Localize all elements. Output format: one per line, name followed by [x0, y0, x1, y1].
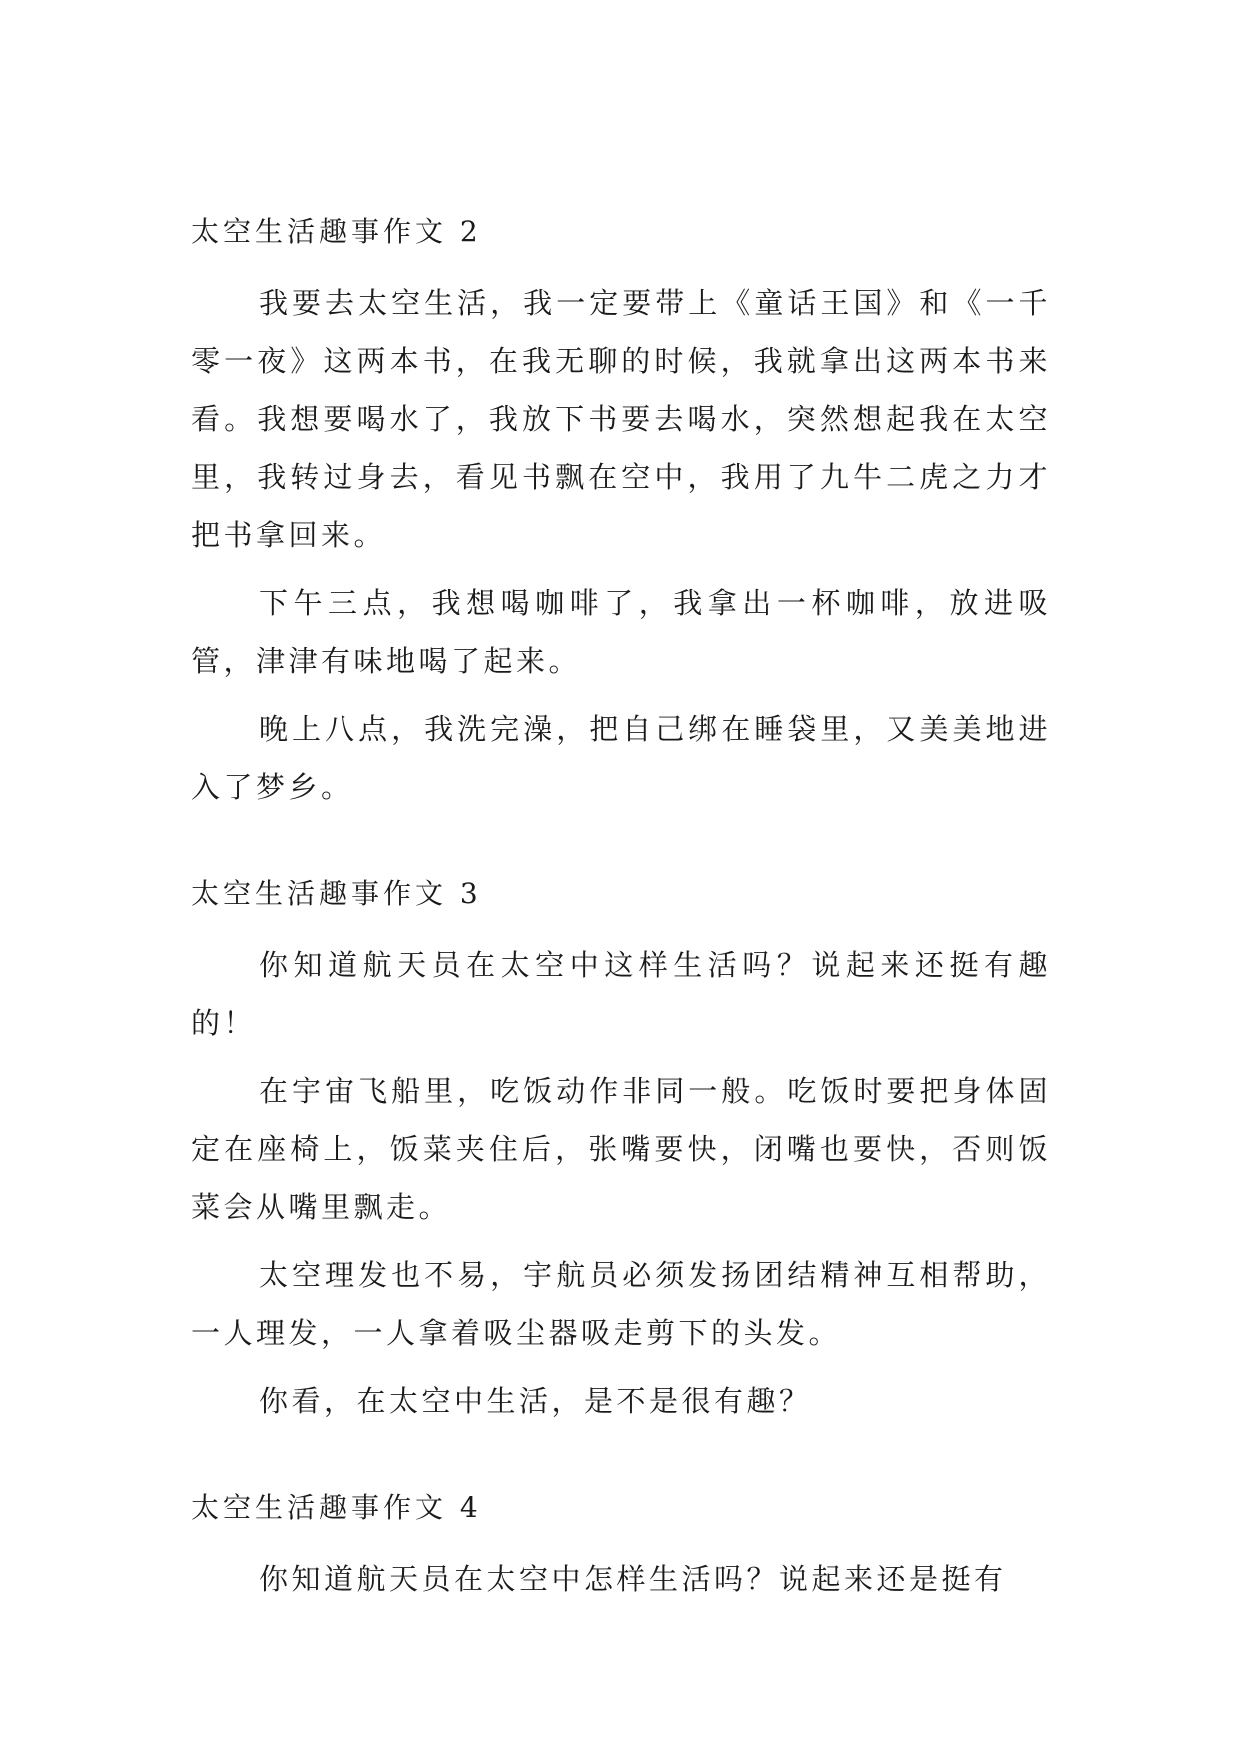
paragraph: 在宇宙飞船里，吃饭动作非同一般。吃饭时要把身体固定在座椅上，饭菜夹住后，张嘴要快，闭嘴也要快，否则饭菜会从嘴里飘走。 [191, 1074, 1051, 1224]
paragraph: 你看，在太空中生活，是不是很有趣？ [259, 1384, 812, 1418]
section-title: 太空生活趣事作文 3 [191, 877, 482, 910]
paragraph: 太空理发也不易，宇航员必须发扬团结精神互相帮助，一人理发，一人拿着吸尘器吸走剪下的头发。 [191, 1258, 1051, 1350]
paragraph: 我要去太空生活，我一定要带上《童话王国》和《一千零一夜》这两本书，在我无聊的时候，我就拿出这两本书来看。我想要喝水了，我放下书要去喝水，突然想起我在太空里，我转过身去，看见书飘在空中，我用了九牛二虎之力才把书拿回来。 [191, 286, 1051, 552]
essay-section-2 [191, 212, 1051, 816]
essay-section-4 [191, 1488, 1051, 1608]
section-title: 太空生活趣事作文 4 [191, 1491, 482, 1524]
paragraph: 晚上八点，我洗完澡，把自己绑在睡袋里，又美美地进入了梦乡。 [191, 712, 1051, 804]
section-title: 太空生活趣事作文 2 [191, 215, 482, 248]
paragraph: 你知道航天员在太空中怎样生活吗？说起来还是挺有 [259, 1562, 1007, 1596]
document-page [191, 212, 1051, 1608]
essay-section-3 [191, 874, 1051, 1430]
paragraph: 你知道航天员在太空中这样生活吗？说起来还挺有趣的！ [191, 948, 1051, 1040]
paragraph: 下午三点，我想喝咖啡了，我拿出一杯咖啡，放进吸管，津津有味地喝了起来。 [191, 586, 1051, 678]
